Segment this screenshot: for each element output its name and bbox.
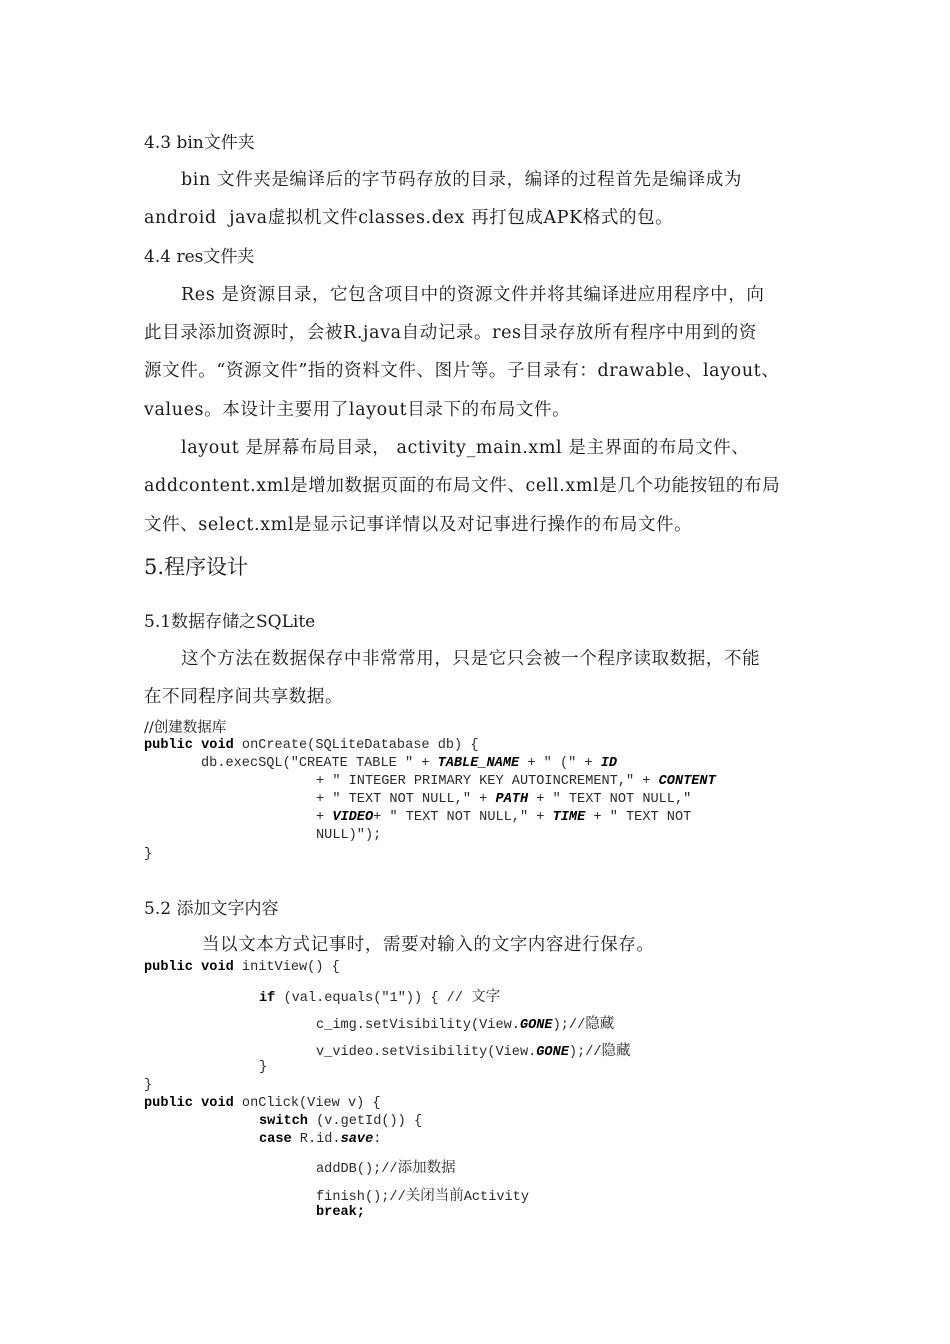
paragraph-line: values。本设计主要用了layout目录下的布局文件。 (144, 400, 571, 420)
code-line: break; (316, 1205, 365, 1220)
paragraph-line: 源文件。“资源文件”指的资料文件、图片等。子目录有：drawable、layout、 (144, 361, 780, 381)
section-5-heading: 5.程序设计 (144, 555, 249, 579)
code-line: db.execSQL("CREATE TABLE " + TABLE_NAME + " (" + ID (201, 756, 618, 771)
code-line: } (144, 847, 153, 862)
code-line: switch (v.getId()) { (259, 1114, 423, 1129)
paragraph-line: bin 文件夹是编译后的字节码存放的目录，编译的过程首先是编译成为 (181, 170, 742, 190)
section-5-2-heading: 5.2 添加文字内容 (144, 899, 279, 919)
code-line: v_video.setVisibility(View.GONE);//隐藏 (316, 1043, 631, 1060)
code-line: c_img.setVisibility(View.GONE);//隐藏 (316, 1016, 615, 1033)
code-line: } (259, 1060, 268, 1075)
paragraph-line: layout 是屏幕布局目录， activity_main.xml 是主界面的布局文件、 (181, 438, 750, 458)
paragraph-line: addcontent.xml是增加数据页面的布局文件、cell.xml是几个功能按钮的布局 (144, 476, 781, 496)
code-line: public void initView() { (144, 960, 340, 975)
code-line: addDB();//添加数据 (316, 1160, 456, 1177)
section-4-4-heading: 4.4 res文件夹 (144, 247, 255, 267)
code-line: public void onClick(View v) { (144, 1096, 381, 1111)
code-line: + " INTEGER PRIMARY KEY AUTOINCREMENT," + CONTENT (316, 774, 716, 789)
code-line: if (val.equals("1")) { // 文字 (259, 989, 501, 1006)
code-line: NULL)"); (316, 828, 382, 843)
code-line: } (144, 1078, 153, 1093)
paragraph-line: 文件、select.xml是显示记事详情以及对记事进行操作的布局文件。 (144, 515, 693, 535)
section-5-1-heading: 5.1数据存储之SQLite (144, 612, 316, 632)
code-line: case R.id.save: (259, 1132, 382, 1147)
paragraph-line: Res 是资源目录，它包含项目中的资源文件并将其编译进应用程序中，向 (181, 285, 765, 305)
paragraph-line: 在不同程序间共享数据。 (144, 687, 344, 707)
code-line: public void onCreate(SQLiteDatabase db) { (144, 738, 479, 753)
code-comment: //创建数据库 (144, 720, 227, 736)
code-line: + " TEXT NOT NULL," + PATH + " TEXT NOT NULL," (316, 792, 692, 807)
paragraph-line: 这个方法在数据保存中非常常用，只是它只会被一个程序读取数据，不能 (181, 649, 761, 669)
paragraph-line: 当以文本方式记事时，需要对输入的文字内容进行保存。 (202, 935, 655, 955)
code-line: + VIDEO+ " TEXT NOT NULL," + TIME + " TEXT NOT (316, 810, 692, 825)
paragraph-line: android java虚拟机文件classes.dex 再打包成APK格式的包。 (144, 208, 674, 228)
section-4-3-heading: 4.3 bin文件夹 (144, 133, 255, 153)
paragraph-line: 此目录添加资源时，会被R.java自动记录。res目录存放所有程序中用到的资 (144, 323, 757, 343)
code-line: finish();//关闭当前Activity (316, 1188, 529, 1205)
